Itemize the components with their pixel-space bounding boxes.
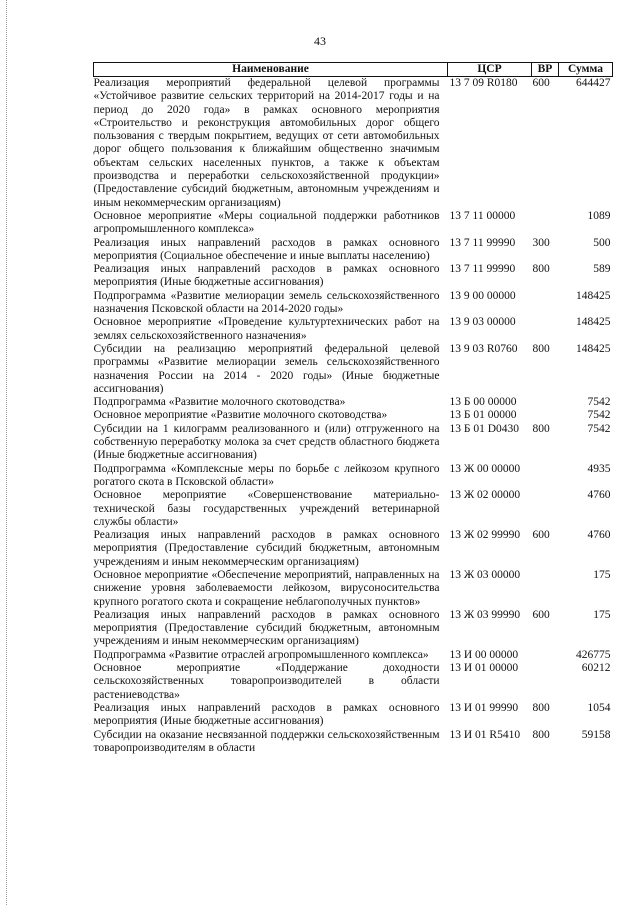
row-vr: 300 [532, 236, 550, 249]
table-row [94, 729, 613, 756]
row-sum: 148425 [576, 316, 611, 329]
row-csr: 13 9 00 00000 [449, 289, 516, 302]
row-sum: 7542 [587, 396, 611, 409]
row-sum: 175 [593, 568, 611, 581]
row-sum: 1089 [587, 209, 611, 222]
row-csr: 13 И 01 00000 [449, 662, 519, 675]
table-row [94, 702, 613, 729]
header-name: Наименование [94, 63, 448, 77]
table-header-row [94, 63, 613, 77]
row-csr: 13 Б 01 00000 [449, 409, 517, 422]
row-vr [532, 290, 559, 317]
row-sum: 7542 [587, 422, 611, 435]
table-row [94, 409, 613, 422]
row-vr: 600 [532, 77, 550, 89]
row-csr: 13 И 00 00000 [449, 648, 519, 661]
row-csr: 13 Б 01 D0430 [449, 422, 520, 435]
row-csr: 13 7 11 00000 [449, 209, 516, 222]
row-sum: 500 [593, 236, 611, 249]
row-vr [532, 649, 559, 662]
table-row [94, 210, 613, 237]
row-sum: 60212 [581, 662, 611, 675]
row-sum: 1054 [587, 701, 611, 714]
table-row [94, 423, 613, 463]
table-row [94, 489, 613, 529]
row-sum: 4760 [587, 489, 611, 502]
header-csr: ЦСР [448, 63, 532, 77]
row-name: Основное мероприятие «Совершенствование материально-технической базы государственных учреждений ветеринарной службы области» [93, 489, 440, 528]
row-csr: 13 Б 00 00000 [449, 396, 517, 409]
row-vr: 800 [532, 342, 550, 355]
row-csr: 13 7 09 R0180 [449, 77, 518, 89]
row-sum: 7542 [587, 409, 611, 422]
row-sum: 644427 [576, 77, 611, 89]
table-row [94, 609, 613, 649]
row-csr: 13 И 01 99990 [449, 701, 519, 714]
row-name: Реализация иных направлений расходов в рамках основного мероприятия (Предоставление субсидий бюджетным, автономным учреждениям и иным некоммерческим организациям) [93, 608, 440, 648]
row-name: Субсидии на реализацию мероприятий федеральной целевой программы «Развитие мелиорации земель сельскохозяйственного назначения России на 2014 - 2020 годы» (Иные бюджетные ассигнования) [93, 342, 440, 395]
row-name: Субсидии на оказание несвязанной поддержки сельскохозяйственным товаропроизводителям в области [93, 728, 440, 754]
budget-table [93, 62, 613, 755]
row-name: Подпрограмма «Развитие мелиорации земель сельскохозяйственного назначения Псковской области на 2014-2020 годы» [93, 289, 440, 316]
row-vr [532, 463, 559, 490]
row-csr: 13 7 11 99990 [449, 236, 516, 249]
row-name: Основное мероприятие «Проведение культуртехнических работ на землях сельскохозяйственного назначения» [93, 316, 440, 342]
row-name: Реализация иных направлений расходов в рамках основного мероприятия (Иные бюджетные ассигнования) [93, 701, 440, 728]
table-row [94, 343, 613, 396]
table-row [94, 396, 613, 409]
row-name: Основное мероприятие «Обеспечение мероприятий, направленных на снижение уровня заболеваемости лейкозом, вирусоносительства крупного рогатого скота и сокращение неблагополучных пунктов» [93, 568, 440, 608]
row-vr [532, 409, 559, 422]
row-csr: 13 Ж 03 00000 [449, 568, 521, 581]
row-vr: 800 [532, 422, 550, 435]
row-csr: 13 Ж 02 00000 [449, 489, 521, 502]
row-csr: 13 9 03 00000 [449, 316, 516, 329]
row-vr [532, 662, 559, 702]
row-vr: 800 [532, 728, 550, 741]
row-name: Субсидии на 1 килограмм реализованного и (или) отгруженного на собственную переработку молока за счет средств областного бюджета (Иные бюджетные ассигнования) [93, 422, 440, 462]
row-csr: 13 Ж 03 99990 [449, 608, 521, 621]
page-number: 43 [314, 34, 326, 48]
row-vr: 800 [532, 263, 550, 276]
table-row [94, 649, 613, 662]
table-row [94, 263, 613, 290]
row-vr: 800 [532, 701, 550, 714]
row-vr: 600 [532, 529, 550, 542]
row-sum: 589 [593, 263, 611, 276]
row-name: Реализация иных направлений расходов в рамках основного мероприятия (Социальное обеспечение и иные выплаты населению) [93, 236, 440, 262]
header-sum: Сумма [559, 63, 613, 77]
row-sum: 148425 [576, 289, 611, 302]
row-vr [532, 316, 559, 343]
table-row [94, 529, 613, 569]
row-csr: 13 Ж 02 99990 [449, 529, 521, 542]
table-row [94, 290, 613, 317]
row-name: Подпрограмма «Развитие отраслей агропромышленного комплекса» [93, 648, 429, 661]
row-csr: 13 9 03 R0760 [449, 342, 518, 355]
table-row [94, 569, 613, 609]
row-csr: 13 Ж 00 00000 [449, 462, 521, 475]
row-name: Реализация иных направлений расходов в рамках основного мероприятия (Предоставление субсидий бюджетным, автономным учреждениям и иным некоммерческим организациям) [93, 529, 440, 568]
table-row [94, 662, 613, 702]
row-vr [532, 489, 559, 529]
row-vr [532, 396, 559, 409]
row-csr: 13 7 11 99990 [449, 263, 516, 276]
row-name: Реализация иных направлений расходов в рамках основного мероприятия (Иные бюджетные ассигнования) [93, 263, 440, 289]
table-row [94, 316, 613, 343]
table-row [94, 237, 613, 264]
row-name: Подпрограмма «Развитие молочного скотоводства» [93, 396, 346, 409]
row-vr [532, 210, 559, 237]
row-sum: 426775 [576, 648, 611, 661]
row-name: Основное мероприятие «Развитие молочного скотоводства» [93, 409, 388, 422]
row-sum: 4760 [587, 529, 611, 542]
row-sum: 148425 [576, 342, 611, 355]
table-row [94, 463, 613, 490]
row-name: Подпрограмма «Комплексные меры по борьбе с лейкозом крупного рогатого скота в Псковской области» [93, 462, 440, 488]
table-row [94, 77, 613, 210]
row-csr: 13 И 01 R5410 [449, 728, 521, 741]
row-name: Основное мероприятие «Поддержание доходности сельскохозяйственных товаропроизводителей в области растениеводства» [93, 662, 440, 701]
header-vr: ВР [532, 63, 559, 77]
page-left-edge [6, 0, 7, 905]
row-sum: 4935 [587, 462, 611, 475]
row-sum: 175 [593, 608, 611, 621]
row-sum: 59158 [581, 728, 611, 741]
row-vr [532, 569, 559, 609]
row-name: Реализация мероприятий федеральной целевой программы «Устойчивое развитие сельских территорий на 2014-2017 годы и на период до 2020 года» в рамках основного мероприятия «Строительство и реконструкция автомобильных дорог общего пользования с твердым покрытием, ведущих от сети автомобильных дорог общего пользования к ближайшим общественно значимым объектам сельских населенных пунктов, а также к объектам производства и переработки сельскохозяйственной продукции» (Предоставление субсидий бюджетным, автономным учреждениям и иным некоммерческим организациям) [93, 77, 440, 209]
row-vr: 600 [532, 608, 550, 621]
row-name: Основное мероприятие «Меры социальной поддержки работников агропромышленного комплекса» [93, 209, 440, 236]
